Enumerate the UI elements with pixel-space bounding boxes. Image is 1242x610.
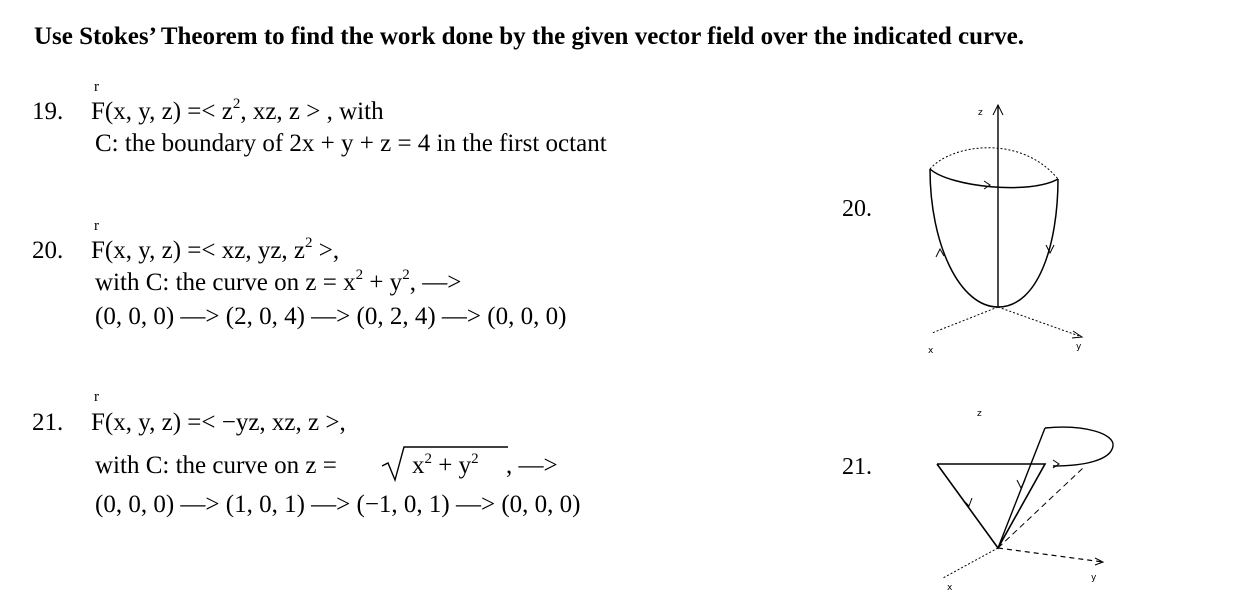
curve-path: (0, 0, 0) —> (1, 0, 1) —> (−1, 0, 1) —> (0, 0, 0) (95, 491, 581, 518)
y-axis-label: y (1091, 573, 1097, 583)
cone-generator (998, 468, 1083, 548)
z-axis-label: z (977, 409, 982, 419)
z-axis-label: z (978, 108, 983, 118)
paraboloid-outline (930, 169, 1058, 307)
exponent: 2 (232, 96, 241, 112)
vector-arrow-mark: r (94, 389, 99, 405)
page-title: Use Stokes’ Theorem to find the work done by the given vector field over the indicated curve. (34, 23, 1024, 50)
curve-description: with C: the curve on $z = x^2 + y^2$, —> (95, 267, 462, 296)
triangle-path (937, 464, 1045, 548)
problem-number: 19. (32, 98, 64, 125)
rim-arc (1045, 427, 1113, 466)
curve-suffix: , —> (506, 452, 558, 479)
vector-arrow-mark: r (94, 218, 99, 234)
x-axis (943, 548, 998, 578)
figure-21-cone-curve (925, 400, 1125, 600)
vector-field-definition: F(x, y, z) =< xz, yz, $z^2$ >, (91, 235, 340, 264)
vector-arrow-mark: r (94, 79, 99, 95)
problem-number: 21. (32, 409, 64, 436)
x-axis-label: x (928, 346, 934, 356)
curve-description: with C: the curve on z = (95, 452, 337, 479)
exponent: 2 (402, 267, 410, 283)
rim-back (930, 148, 1058, 179)
figure-21-label: 21. (842, 454, 872, 480)
x-axis (932, 307, 998, 333)
vector-field-definition: F(x, y, z) =< −yz, xz, z >, (91, 409, 346, 436)
curve-description: C: the boundary of 2x + y + z = 4 in the first octant (95, 130, 607, 157)
problem-number: 20. (32, 237, 64, 264)
y-axis (998, 307, 1082, 337)
figure-20-label: 20. (842, 196, 872, 222)
figure-20-paraboloid (910, 95, 1110, 365)
y-axis-label: y (1076, 342, 1082, 352)
x-axis-label: x (947, 583, 953, 593)
exponent: 2 (355, 267, 364, 283)
y-axis (998, 548, 1103, 562)
rim-front (930, 169, 1058, 188)
radicand: $x^2 + y^2$ (412, 451, 479, 479)
exponent: 2 (305, 235, 313, 251)
curve-path: (0, 0, 0) —> (2, 0, 4) —> (0, 2, 4) —> (0, 0, 0) (95, 303, 567, 330)
vector-field-definition: F(x, y, $z) =< z^2$, xz, z > , with (91, 96, 384, 125)
